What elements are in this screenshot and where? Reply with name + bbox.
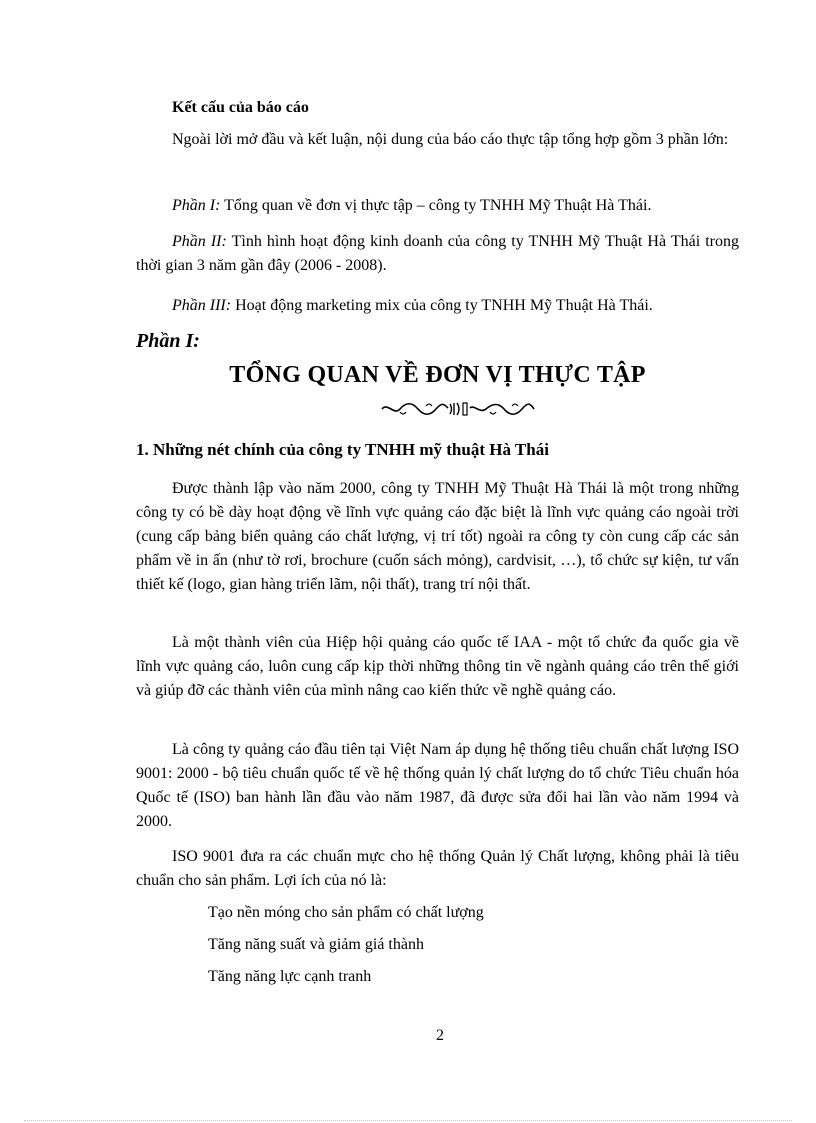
ornament-divider-icon — [380, 400, 536, 418]
part-1-summary — [136, 194, 739, 218]
part-2-summary-label: Phần II: — [172, 233, 227, 250]
section-1-heading: 1. Những nét chính của công ty TNHH mỹ thuật Hà Thái — [136, 440, 549, 459]
iaa-membership-paragraph: Là một thành viên của Hiệp hội quảng cáo quốc tế IAA - một tổ chức đa quốc gia về lĩnh vực quảng cáo, luôn cung cấp kịp thời những thông tin về ngành quảng cáo trên thế giới và giúp đỡ các thành viên của mình nâng cao kiến thức về nghề quảng cáo. — [136, 634, 739, 699]
part-3-summary-label: Phần III: — [172, 297, 232, 314]
company-founding-paragraph: Được thành lập vào năm 2000, công ty TNHH Mỹ Thuật Hà Thái là một trong những công ty có bề dày hoạt động về lĩnh vực quảng cáo đặc biệt là lĩnh vực quảng cáo ngoài trời (cung cấp bảng biển quảng cáo chất lượng, vị trí tốt) ngoài ra công ty còn cung cấp các sản phẩm về in ấn (như tờ rơi, brochure (cuốn sách mỏng), cardvisit, …), tổ chức sự kiện, tư vấn thiết kế (logo, gian hàng triển lãm, nội thất), trang trí nội thất. — [136, 480, 739, 593]
part-3-summary — [136, 294, 739, 318]
benefit-item: Tăng năng lực cạnh tranh — [208, 968, 372, 985]
part-title: TỔNG QUAN VỀ ĐƠN VỊ THỰC TẬP — [229, 362, 646, 388]
benefit-item: Tăng năng suất và giảm giá thành — [208, 936, 424, 953]
part-label: Phần I: — [136, 330, 200, 352]
page-number: 2 — [436, 1027, 444, 1044]
iso-benefits-intro: ISO 9001 đưa ra các chuẩn mực cho hệ thống Quản lý Chất lượng, không phải là tiêu chuẩn cho sản phẩm. Lợi ích của nó là: — [136, 848, 739, 889]
part-3-summary-text: Hoạt động marketing mix của công ty TNHH Mỹ Thuật Hà Thái. — [231, 297, 653, 314]
part-2-summary — [136, 230, 739, 278]
intro-paragraph: Ngoài lời mở đầu và kết luận, nội dung của báo cáo thực tập tổng hợp gồm 3 phần lớn: — [172, 131, 729, 148]
report-structure-heading: Kết cấu của báo cáo — [172, 99, 309, 116]
benefit-item: Tạo nền móng cho sản phẩm có chất lượng — [208, 904, 484, 921]
page-bottom-divider — [24, 1120, 792, 1121]
iso-adoption-paragraph: Là công ty quảng cáo đầu tiên tại Việt Nam áp dụng hệ thống tiêu chuẩn chất lượng ISO 9001: 2000 - bộ tiêu chuẩn quốc tế về hệ thống quản lý chất lượng do tổ chức Tiêu chuẩn hóa Quốc tế (ISO) ban hành lần đầu vào năm 1987, đã được sửa đổi hai lần vào năm 1994 và 2000. — [136, 741, 739, 830]
part-1-summary-label: Phần I: — [172, 197, 221, 214]
part-1-summary-text: Tổng quan về đơn vị thực tập – công ty TNHH Mỹ Thuật Hà Thái. — [220, 197, 652, 214]
part-2-summary-text: Tình hình hoạt động kinh doanh của công ty TNHH Mỹ Thuật Hà Thái trong thời gian 3 năm gần đây (2006 - 2008). — [136, 233, 739, 274]
